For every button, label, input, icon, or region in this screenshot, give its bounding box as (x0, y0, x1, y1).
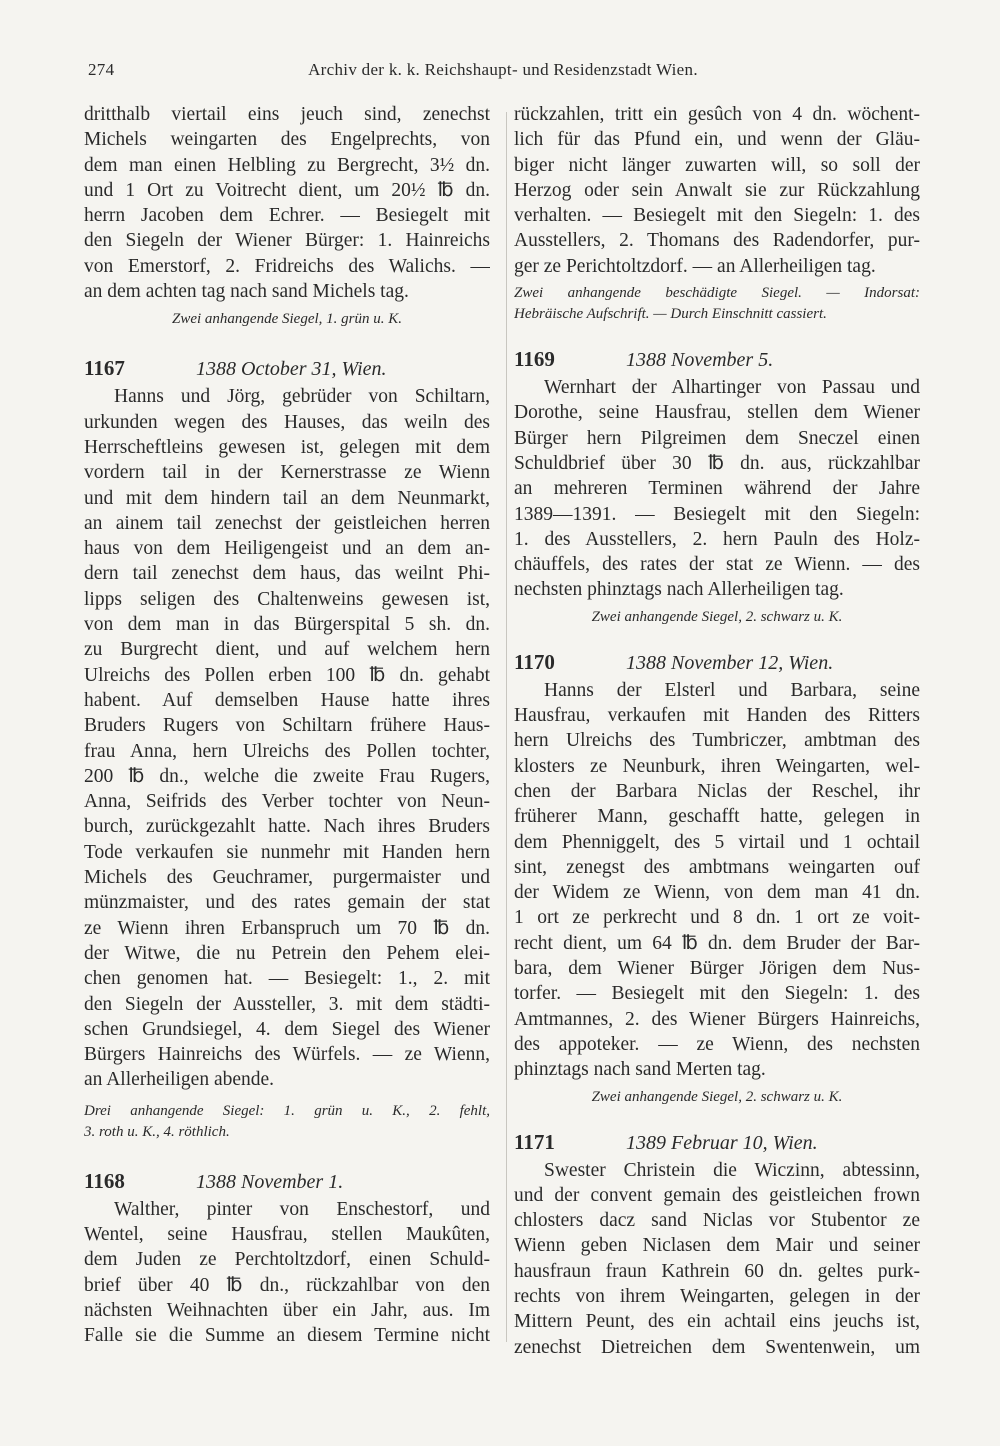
seal-note (84, 309, 490, 330)
text-line: und 1 Ort zu Voitrecht dient, um 20½ ℔ dn. (84, 179, 490, 201)
text-line: Herrscheftleins gewesen ist, gelegen mit dem (84, 436, 490, 458)
text-line: Bruders Rugers von Schiltarn frühere Haus- (84, 715, 490, 737)
entry-text (84, 1197, 490, 1349)
entry-text (514, 1158, 920, 1360)
text-line: Dorothe, seine Hausfrau, stellen dem Wiener (514, 402, 920, 424)
text-line: urkunden wegen des Hauses, das weiln des (84, 411, 490, 433)
text-line: burch, zurückgezahlt hatte. Nach ihres Bruders (84, 816, 490, 838)
text-line: Ausstellers, 2. Thomans des Radendorfer, pur- (514, 230, 920, 252)
page-header (88, 60, 918, 90)
text-line: schen Grundsiegel, 4. dem Siegel des Wiener (84, 1018, 490, 1040)
seal-note-line: Zwei anhangende Siegel, 2. schwarz u. K. (591, 608, 843, 625)
left-column (84, 102, 490, 1422)
entry-heading (514, 650, 920, 676)
entry-1169 (514, 347, 920, 628)
seal-note (84, 1101, 490, 1143)
text-line: der Witwe, die nu Petrein den Pehem elei- (84, 942, 490, 964)
text-line: biger nicht länger zuwarten will, so soll der (514, 154, 920, 176)
text-line: chlosters dacz sand Niclas vor Stubentor ze (514, 1210, 920, 1232)
text-line: an dem achten tag nach sand Michels tag. (84, 281, 409, 303)
continuation-text (84, 102, 490, 304)
text-line: an Allerheiligen abende. (84, 1069, 275, 1091)
entry-number: 1170 (514, 649, 555, 674)
entry-1170 (514, 650, 920, 1108)
text-line: an ainem tail zenechst der geistleichen herren (84, 512, 490, 534)
text-line: den Siegeln der Wiener Bürger: 1. Hainreichs (84, 230, 490, 252)
running-title: Archiv der k. k. Reichshaupt- und Residenzstadt Wien. (308, 60, 698, 79)
right-column (514, 102, 920, 1422)
seal-note-line: Zwei anhangende Siegel, 2. schwarz u. K. (591, 1088, 843, 1105)
seal-note (514, 1087, 920, 1108)
text-line: Wernhart der Alhartinger von Passau und (544, 377, 920, 399)
entry-heading (514, 347, 920, 373)
entry-1171 (514, 1130, 920, 1360)
text-line: nächsten Weihnachten über ein Jahr, aus. Im (84, 1299, 490, 1321)
seal-note-line: Zwei anhangende Siegel, 1. grün u. K. (172, 311, 402, 328)
entry-date: 1388 November 1. (196, 1170, 344, 1193)
seal-note-line: Zwei anhangende beschädigte Siegel. — Indorsat: (514, 285, 920, 302)
page-number: 274 (88, 60, 115, 79)
text-line: nechsten phinztags nach Allerheiligen tag. (514, 579, 844, 601)
text-line: Anna, Seifrids des Verber tochter von Neun- (84, 791, 490, 813)
seal-note-line: 3. roth u. K., 4. röthlich. (84, 1123, 230, 1140)
text-line: Amtmannes, 2. des Wiener Bürgers Hainreichs, (514, 1008, 920, 1030)
entry-date: 1388 October 31, Wien. (196, 358, 387, 381)
text-line: von dem man in das Bürgerspital 5 sh. dn. (84, 614, 490, 636)
text-line: dem Juden ze Perchtoltzdorf, einen Schuld- (84, 1249, 490, 1271)
text-line: sint, zenegst des ambtmans weingarten ouf (514, 856, 920, 878)
text-line: brief über 40 ℔ dn., rückzahlbar von den (84, 1274, 490, 1296)
text-line: phinztags nach sand Merten tag. (514, 1059, 766, 1081)
text-line: Michels des Geuchramer, purgermaister und (84, 867, 490, 889)
text-line: dem man einen Helbling zu Bergrecht, 3½ dn. (84, 154, 490, 176)
seal-note (514, 607, 920, 628)
text-line: zu Burgrecht dient, und auf welchem hern (84, 639, 490, 661)
entry-text (514, 678, 920, 1083)
text-line: Tode verkaufen sie nunmehr mit Handen hern (84, 841, 490, 863)
entry-number: 1168 (84, 1168, 125, 1193)
text-line: Herzog oder sein Anwalt sie zur Rückzahlung (514, 179, 920, 201)
text-line: 1 ort ze perkrecht und 8 dn. 1 ort ze voit- (514, 907, 920, 929)
text-line: chen genomen hat. — Besiegelt: 1., 2. mit (84, 968, 490, 990)
text-line: torfer. — Besiegelt mit den Siegeln: 1. des (514, 983, 920, 1005)
entry-date: 1388 November 5. (626, 349, 774, 372)
text-line: habent. Auf demselben Hause hatte ihres (84, 689, 490, 711)
entry-number: 1171 (514, 1129, 555, 1154)
text-line: und der convent gemain des geistleichen frown (514, 1184, 920, 1206)
text-line: 1389—1391. — Besiegelt mit den Siegeln: (514, 503, 920, 525)
text-line: recht dient, um 64 ℔ dn. dem Bruder der Bar- (514, 932, 920, 954)
text-line: lich für das Pfund ein, und wenn der Gläu- (514, 129, 920, 151)
text-line: herrn Jacoben dem Echrer. — Besiegelt mit (84, 205, 490, 227)
text-line: Michels weingarten des Engelprechts, von (84, 129, 490, 151)
text-line: chen der Barbara Niclas der Reschel, ihr (514, 780, 920, 802)
text-line: früherer Mann, geschafft hatte, gelegen in (514, 806, 920, 828)
text-line: rückzahlen, tritt ein gesûch von 4 dn. wöchent- (514, 104, 920, 125)
text-line: verhalten. — Besiegelt mit den Siegeln: 1. des (514, 205, 920, 227)
entry-date: 1388 November 12, Wien. (626, 651, 834, 674)
text-line: Ulreichs des Pollen erben 100 ℔ dn. gehabt (84, 664, 490, 686)
entry-text (514, 375, 920, 603)
entry-text (84, 384, 490, 1092)
entry-1167 (84, 356, 490, 1142)
text-line: dritthalb viertail eins jeuch sind, zenechst (84, 104, 490, 125)
text-line: 200 ℔ dn., welche die zweite Frau Rugers, (84, 765, 490, 787)
text-line: den Siegeln der Aussteller, 3. mit dem städti- (84, 993, 490, 1015)
text-line: hausfraun fraun Kathrein 60 dn. geltes purk- (514, 1260, 920, 1282)
text-line: dern tail zenechst dem haus, das weilnt Phi- (84, 563, 490, 585)
continuation-text (514, 102, 920, 279)
text-line: von Emerstorf, 2. Fridreichs des Walichs. — (84, 255, 490, 277)
entry-date: 1389 Februar 10, Wien. (626, 1131, 818, 1154)
text-line: Wienn geben Niclasen dem Mair und seiner (514, 1235, 920, 1257)
seal-note (514, 283, 920, 325)
text-line: Mittern Peunt, des ein achtail eins jeuchs ist, (514, 1311, 920, 1333)
entry-heading (84, 356, 490, 382)
text-line: ger ze Perichtoltzdorf. — an Allerheiligen tag. (514, 255, 876, 277)
text-line: zenechst Dietreichen dem Swentenwein, um (514, 1336, 920, 1358)
seal-note-line: Hebräische Aufschrift. — Durch Einschnitt cassiert. (514, 306, 827, 323)
text-line: Hanns und Jörg, gebrüder von Schiltarn, (114, 386, 490, 408)
text-line: hern Ulreichs des Tumbriczer, ambtman des (514, 730, 920, 752)
text-line: bara, dem Wiener Bürger Jörigen dem Nus- (514, 958, 920, 980)
text-line: klosters ze Neunburk, ihren Weingarten, wel- (514, 755, 920, 777)
text-line: Bürgers Hainreichs des Würfels. — ze Wienn, (84, 1044, 490, 1066)
text-line: Swester Christein die Wiczinn, abtessinn, (544, 1159, 920, 1181)
text-line: vordern tail in der Kernerstrasse ze Wienn (84, 462, 490, 484)
entry-heading (84, 1169, 490, 1195)
text-line: rechts von ihrem Weingarten, gelegen in der (514, 1285, 920, 1307)
text-line: der Widem ze Wienn, von dem man 41 dn. (514, 882, 920, 904)
text-line: münzmaister, und des rates gemain der stat (84, 892, 490, 914)
text-line: frau Anna, hern Ulreichs des Pollen tochter, (84, 740, 490, 762)
text-line: Bürger hern Pilgreimen dem Sneczel einen (514, 427, 920, 449)
text-line: 1. des Ausstellers, 2. hern Pauln des Holz- (514, 528, 920, 550)
column-divider (506, 112, 507, 1342)
text-line: dem Phenniggelt, des 5 virtail und 1 ochtail (514, 831, 920, 853)
text-line: des appoteker. — ze Wienn, des nechsten (514, 1033, 920, 1055)
text-line: chäuffels, des rates der stat ze Wienn. — des (514, 554, 920, 576)
text-line: Hanns der Elsterl und Barbara, seine (544, 679, 920, 701)
entry-1168 (84, 1169, 490, 1349)
entry-number: 1167 (84, 356, 125, 381)
text-line: lipps seligen des Chaltenweins gewesen ist, (84, 588, 490, 610)
text-line: Falle sie die Summe an diesem Termine nicht (84, 1325, 490, 1347)
text-line: ze Wienn ihren Erbanspruch um 70 ℔ dn. (84, 917, 490, 939)
text-line: und mit dem hindern tail an dem Neunmarkt, (84, 487, 490, 509)
entry-heading (514, 1130, 920, 1156)
text-line: Wentel, seine Hausfrau, stellen Maukûten, (84, 1223, 490, 1245)
entry-number: 1169 (514, 347, 555, 372)
text-line: Schuldbrief über 30 ℔ dn. aus, rückzahlbar (514, 452, 920, 474)
seal-note-line: Drei anhangende Siegel: 1. grün u. K., 2. fehlt, (84, 1102, 490, 1119)
text-line: haus von dem Heiligengeist und an dem an- (84, 538, 490, 560)
text-line: Walther, pinter von Enschestorf, und (114, 1198, 490, 1220)
text-line: an mehreren Terminen während der Jahre (514, 478, 920, 500)
text-line: Hausfrau, verkaufen mit Handen des Ritters (514, 705, 920, 727)
